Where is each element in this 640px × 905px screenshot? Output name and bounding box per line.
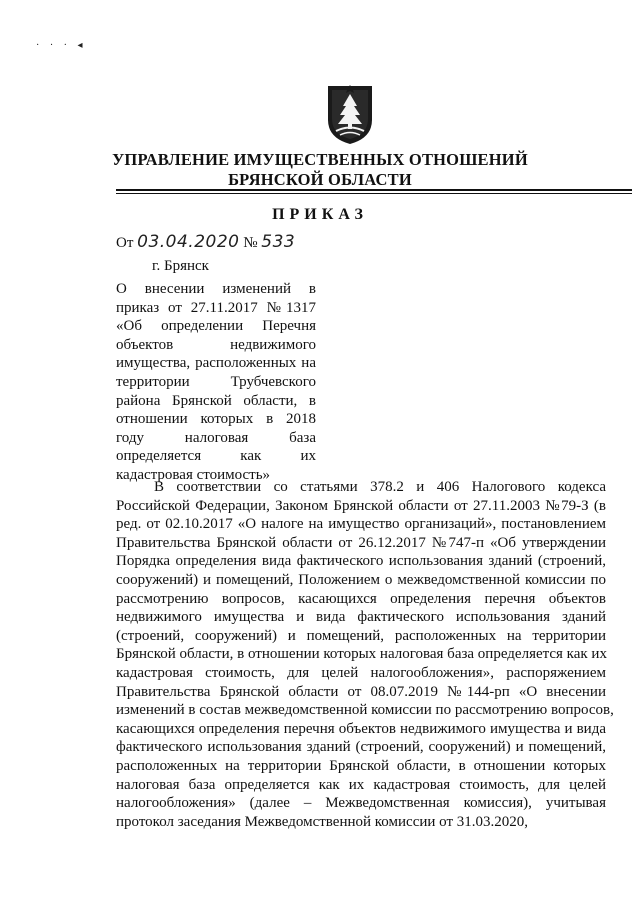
body-line: недвижимого имущества и вида фактического использования зданий [116,609,606,626]
subject-line: О внесении изменений в [116,281,316,297]
organization-title [0,150,640,190]
date-prefix: От [116,235,134,251]
subject-line: «Об определении Перечня [116,318,316,335]
handwritten-date: 03.04.2020 [137,232,240,252]
body-line: протокол заседания Межведомственной комиссии от 31.03.2020, [116,813,529,830]
body-line: Российской Федерации, Законом Брянской области от 27.11.2003 №79-З (в [116,497,606,514]
body-line: Брянской области, в отношении которых налоговая база определяется как их [116,646,607,663]
body-line: фактического использования зданий (строений, сооружений) и помещений, [116,739,606,756]
body-line: изменений в состав межведомственной комиссии по рассмотрению вопросов, [116,702,614,719]
body-line: кадастровая стоимость, для целей налогообложения», распоряжением [116,664,606,681]
order-date-line [116,232,295,252]
subject-line: приказ от 27.11.2017 №1317 [116,299,316,316]
subject-line: отношении которых в 2018 [116,411,316,428]
document-type: ПРИКАЗ [272,206,368,223]
body-line: (строений, сооружений) и помещений, расположенных на территории [116,627,606,644]
body-line: Порядка определения вида фактического использования зданий (строений, [116,553,606,570]
subject-line: имущества, расположенных на [116,355,316,372]
body-line: В соответствии со статьями 378.2 и 406 Налогового кодекса [154,479,606,495]
subject-line: района Брянской области, в [116,392,316,409]
subject-line: объектов недвижимого [116,336,316,353]
subject-line: определяется как их [116,448,316,465]
subject-line: территории Трубчевского [116,373,316,390]
body-line: налоговая база определяется как их кадастровая стоимость, для целей [116,776,606,793]
body-line: сооружений) и помещений, Положением о межведомственной комиссии по [116,571,606,588]
subject-line: кадастровая стоимость» [116,466,271,483]
organization-title-line: БРЯНСКОЙ ОБЛАСТИ [228,170,412,189]
organization-title-line: УПРАВЛЕНИЕ ИМУЩЕСТВЕННЫХ ОТНОШЕНИЙ [112,150,528,169]
body-line: Правительства Брянской области от 08.07.2019 №144-рп «О внесении [116,683,606,700]
body-line: ред. от 02.10.2017 «О налоге на имущество организаций», постановлением [116,516,606,533]
body-line: касающихся определения перечня объектов недвижимого имущества и вида [116,720,606,737]
header-divider [116,193,632,194]
body-line: расположенных на территории Брянской области, в отношении которых [116,757,606,774]
body-line: налогообложения» (далее – Межведомственная комиссия), учитывая [116,795,606,812]
body-line: рассмотрению вопросов, касающихся определения перечня объектов [116,590,606,607]
subject-line: году налоговая база [116,429,316,446]
order-body [116,478,614,831]
coat-of-arms-icon [324,82,376,146]
body-line: Правительства Брянской области от 26.12.2017 №747-п «Об утверждении [116,534,606,551]
order-subject [116,280,316,485]
city: г. Брянск [152,258,209,274]
number-prefix: № [243,235,258,251]
header-divider [116,189,632,191]
scan-marks: · · · ◂ [36,40,87,51]
handwritten-number: 533 [261,232,296,252]
